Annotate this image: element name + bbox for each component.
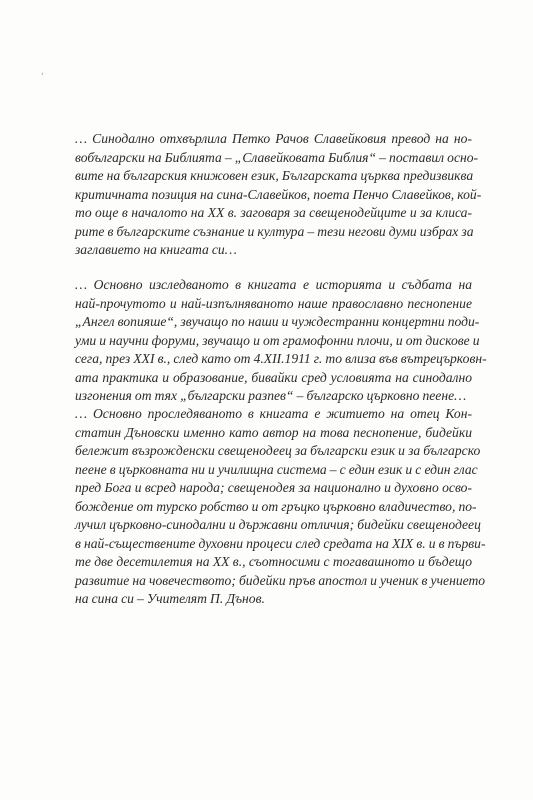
- text-line: рите в българските съзнание и култура – тези негови думи избрах за: [75, 223, 474, 239]
- paragraph-2: [75, 276, 487, 406]
- text-line: изгонения от тях „български разпев“ – българско църковно пеене…: [75, 388, 467, 403]
- text-line: статин Дъновски именно като автор на това песнопение, бидейки: [75, 424, 472, 440]
- text-line: то още в началото на ХХ в. заговаря за свещенодейците и за клиса-: [75, 205, 472, 220]
- text-line: … Основно изследваното в книгата е историята и съдбата на: [75, 277, 472, 292]
- text-line: развитие на човечеството; бидейки пръв апостол и ученик в учението: [75, 572, 486, 588]
- text-line: те две десетилетия на ХХ в., съотносими с тогавашното и бъдещо: [75, 554, 472, 569]
- text-line: заглавието на книгата си…: [75, 242, 237, 257]
- text-line: бележит възрожденски свещенодеец за български език и за българско: [75, 443, 481, 458]
- text-line: лучил църковно-синодални и държавни отличия; бидейки свещенодеец: [75, 517, 481, 532]
- text-line: в най-съществените духовни процеси след средата на ХIХ в. и в първи-: [75, 535, 486, 551]
- text-line: бождение от турско робство и от гръцко църковно владичество, по-: [75, 498, 477, 514]
- text-line: уми и научни форуми, звучащо и от грамофонни плочи, и от дискове и: [75, 332, 480, 348]
- text-line: ата практика и образование, бивайки сред условията на синодално: [75, 369, 472, 385]
- text-line: вобългарски на Библията – „Славейковата Библия“ – поставил осно-: [75, 149, 479, 165]
- margin-mark: ‹: [41, 70, 44, 78]
- text-line: … Синодално отхвърлила Петко Рачов Славейковия превод на но-: [75, 131, 472, 146]
- text-line: критичната позиция на сина-Славейков, поета Пенчо Славейков, кой-: [75, 186, 482, 202]
- text-line: вите на българския книжовен език, Българската църква предизвиква: [75, 168, 474, 183]
- text-line: пеене в църковната ни и училищна система – с един език и с един глас: [75, 461, 478, 477]
- text-line: пред Бога и всред народа; свещенодея за национално и духовно осво-: [75, 480, 472, 495]
- text-line: „Ангел вопияше“, звучащо по наши и чуждестранни концертни поди-: [75, 314, 480, 329]
- paragraph-1: [75, 130, 482, 260]
- text-line: … Основно проследяваното в книгата е житието на отец Кон-: [75, 406, 472, 421]
- paragraph-3: [75, 405, 486, 609]
- text-line: най-прочутото и най-изпълняваното наше православно песнопение: [75, 295, 472, 311]
- text-line: на сина си – Учителят П. Дънов.: [75, 591, 265, 606]
- text-line: сега, през ХХI в., след като от 4.ХII.1911 г. то влиза във вътрецърковн-: [75, 351, 487, 366]
